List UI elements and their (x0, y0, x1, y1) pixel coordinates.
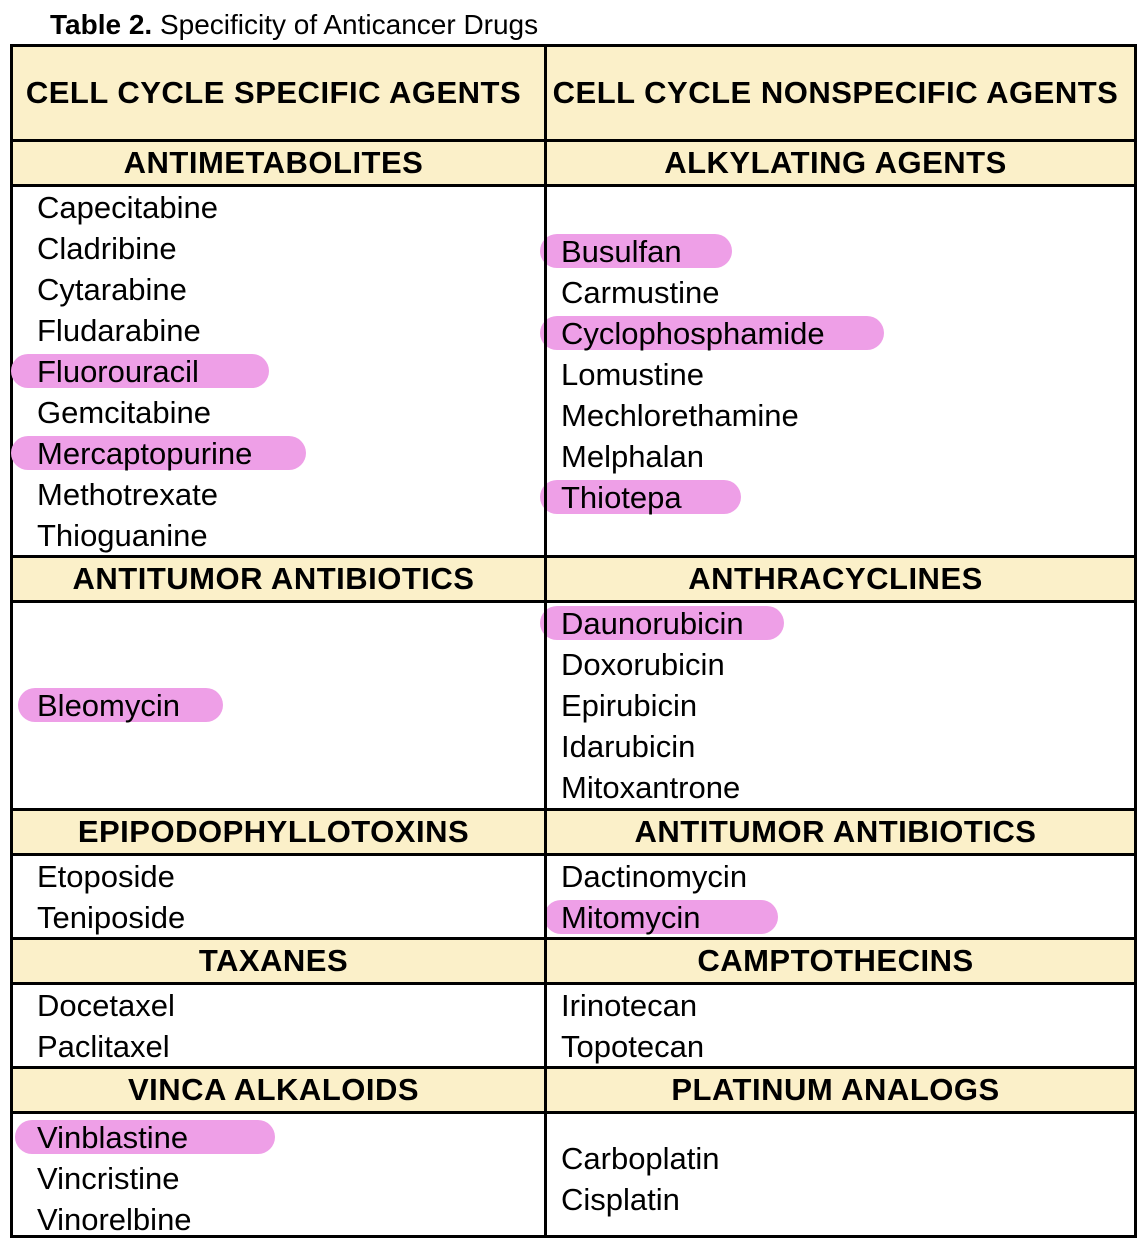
drug-item (13, 1158, 534, 1199)
drug-name: Dactinomycin (561, 858, 748, 894)
drug-list-platinum-analogs (537, 1114, 1134, 1243)
drug-name: Irinotecan (561, 987, 698, 1023)
table-caption (50, 8, 538, 42)
drug-item (537, 856, 1134, 897)
drug-item (537, 897, 1134, 938)
section-header-row (13, 142, 1134, 187)
drug-item (13, 351, 534, 392)
drug-name: Daunorubicin (561, 606, 744, 641)
drug-item (537, 603, 1134, 644)
drug-item (13, 228, 534, 269)
drug-name: Cytarabine (37, 271, 187, 307)
section-header-row (13, 558, 1134, 603)
drug-name: Cyclophosphamide (561, 315, 825, 351)
section-title-vinca-alkaloids: VINCA ALKALOIDS (127, 1072, 420, 1107)
drug-name: Busulfan (561, 233, 682, 269)
drug-name: Idarubicin (561, 729, 696, 764)
drug-name: Etoposide (37, 858, 175, 894)
section-body-row (13, 1114, 1134, 1243)
drug-list-antimetabolites (13, 187, 534, 555)
drug-list-antitumor-antibiotics (537, 856, 1134, 937)
drug-item (13, 1026, 534, 1067)
drug-name: Vinblastine (37, 1120, 189, 1155)
drug-table (10, 44, 1137, 1238)
drug-item (537, 477, 1134, 518)
drug-item (13, 1199, 534, 1240)
drug-item (13, 515, 534, 556)
drug-item (537, 726, 1134, 767)
drug-list-taxanes (13, 985, 534, 1066)
drug-name: Carboplatin (561, 1140, 720, 1176)
drug-item (537, 767, 1134, 808)
drug-list-antitumor-antibiotics (13, 603, 534, 808)
drug-name: Paclitaxel (37, 1028, 170, 1064)
drug-list-camptothecins (537, 985, 1134, 1066)
drug-item (13, 685, 534, 726)
drug-item (537, 313, 1134, 354)
drug-name: Bleomycin (37, 688, 180, 723)
section-title-epipodophyllotoxins: EPIPODOPHYLLOTOXINS (77, 814, 470, 849)
drug-item (537, 436, 1134, 477)
drug-item (13, 433, 534, 474)
drug-name: Docetaxel (37, 987, 175, 1023)
drug-item (537, 985, 1134, 1026)
drug-name: Melphalan (561, 438, 705, 474)
drug-item (537, 644, 1134, 685)
section-body-row (13, 985, 1134, 1069)
drug-item (537, 1179, 1134, 1220)
column-header-cell-cycle-nonspecific: CELL CYCLE NONSPECIFIC AGENTS (552, 75, 1119, 110)
drug-item (537, 395, 1134, 436)
section-title-platinum-analogs: PLATINUM ANALOGS (671, 1072, 1000, 1107)
drug-name: Doxorubicin (561, 647, 725, 682)
drug-name: Capecitabine (37, 189, 218, 225)
drug-name: Mitomycin (561, 899, 701, 935)
drug-list-vinca-alkaloids (13, 1114, 534, 1243)
section-body-row (13, 603, 1134, 811)
drug-item (13, 392, 534, 433)
drug-item (537, 272, 1134, 313)
drug-name: Fludarabine (37, 312, 201, 348)
drug-item (13, 985, 534, 1026)
drug-item (13, 1117, 534, 1158)
drug-item (537, 1138, 1134, 1179)
section-header-row (13, 940, 1134, 985)
drug-item (537, 685, 1134, 726)
drug-name: Mitoxantrone (561, 770, 741, 805)
drug-name: Topotecan (561, 1028, 705, 1064)
section-header-row (13, 811, 1134, 856)
section-title-antimetabolites: ANTIMETABOLITES (123, 145, 424, 180)
column-header-cell-cycle-specific: CELL CYCLE SPECIFIC AGENTS (25, 75, 522, 110)
drug-name: Thiotepa (561, 479, 682, 515)
drug-name: Cladribine (37, 230, 177, 266)
drug-list-alkylating-agents (537, 187, 1134, 555)
drug-name: Fluorouracil (37, 353, 199, 389)
drug-item (13, 856, 534, 897)
drug-list-anthracyclines (537, 603, 1134, 808)
drug-name: Epirubicin (561, 688, 698, 723)
caption-label: Table 2. (50, 9, 153, 40)
section-body-row (13, 187, 1134, 558)
section-title-alkylating-agents: ALKYLATING AGENTS (664, 145, 1007, 180)
section-header-row (13, 1069, 1134, 1114)
section-title-camptothecins: CAMPTOTHECINS (697, 943, 974, 978)
section-title-antitumor-antibiotics: ANTITUMOR ANTIBIOTICS (634, 814, 1037, 849)
drug-name: Carmustine (561, 274, 720, 310)
drug-name: Teniposide (37, 899, 186, 935)
drug-item (13, 474, 534, 515)
drug-name: Gemcitabine (37, 394, 212, 430)
column-divider (544, 47, 547, 1235)
drug-name: Lomustine (561, 356, 705, 392)
drug-item (537, 1026, 1134, 1067)
section-body-row (13, 856, 1134, 940)
drug-name: Thioguanine (37, 517, 208, 553)
section-title-anthracyclines: ANTHRACYCLINES (688, 561, 983, 596)
column-header-row (13, 47, 1134, 142)
drug-name: Methotrexate (37, 476, 218, 512)
drug-name: Vinorelbine (37, 1202, 192, 1237)
drug-name: Mechlorethamine (561, 397, 799, 433)
drug-item (13, 310, 534, 351)
drug-item (537, 231, 1134, 272)
section-title-taxanes: TAXANES (198, 943, 349, 978)
drug-item (537, 354, 1134, 395)
drug-name: Mercaptopurine (37, 435, 253, 471)
caption-text: Specificity of Anticancer Drugs (152, 9, 539, 40)
drug-item (13, 897, 534, 938)
drug-item (13, 187, 534, 228)
drug-name: Vincristine (37, 1161, 180, 1196)
drug-list-epipodophyllotoxins (13, 856, 534, 937)
section-title-antitumor-antibiotics: ANTITUMOR ANTIBIOTICS (72, 561, 475, 596)
drug-name: Cisplatin (561, 1181, 680, 1217)
drug-item (13, 269, 534, 310)
